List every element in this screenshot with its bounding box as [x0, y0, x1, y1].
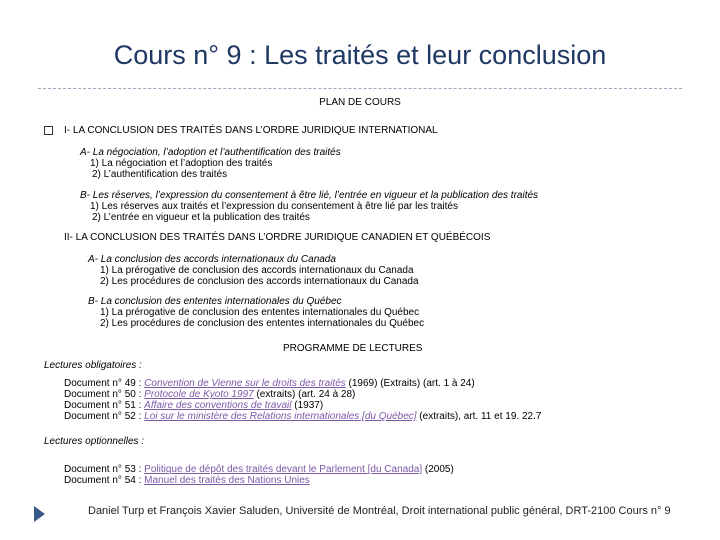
document-number: Document n° 49 :	[64, 378, 142, 389]
section-2b-item-1: 1) La prérogative de conclusion des ententes internationales du Québec	[100, 307, 420, 318]
programme-heading: PROGRAMME DE LECTURES	[283, 343, 423, 354]
navigation-arrow-icon[interactable]	[34, 506, 45, 522]
document-number: Document n° 53 :	[64, 464, 142, 475]
section-2a-title: A- La conclusion des accords internationaux du Canada	[88, 254, 336, 265]
section-2a-item-2: 2) Les procédures de conclusion des accords internationaux du Canada	[100, 276, 419, 287]
mandatory-reading-49	[64, 378, 475, 389]
document-link[interactable]: Politique de dépôt des traités devant le Parlement [du Canada]	[144, 464, 423, 475]
mandatory-reading-51	[64, 400, 323, 411]
mandatory-readings-label: Lectures obligatoires :	[44, 360, 142, 371]
document-link[interactable]: Protocole de Kyoto 1997	[144, 389, 254, 400]
square-bullet-icon	[44, 126, 53, 135]
plan-heading: PLAN DE COURS	[319, 97, 401, 108]
section-2b-title: B- La conclusion des ententes internationales du Québec	[88, 296, 342, 307]
document-link[interactable]: Manuel des traités des Nations Unies	[144, 475, 310, 486]
optional-readings-label: Lectures optionnelles :	[44, 436, 145, 447]
document-details: (1969) (Extraits) (art. 1 à 24)	[345, 378, 475, 389]
document-number: Document n° 54 :	[64, 475, 142, 486]
document-link[interactable]: Affaire des conventions de travail	[144, 400, 292, 411]
document-number: Document n° 51 :	[64, 400, 142, 411]
footer-text: Daniel Turp et François Xavier Saluden, Université de Montréal, Droit international public général, DRT-2100 Cours n° 9	[88, 505, 671, 517]
mandatory-reading-50	[64, 389, 355, 400]
optional-reading-54	[64, 475, 310, 486]
section-1b-item-2: 2) L’entrée en vigueur et la publication des traités	[92, 212, 310, 223]
section-2-heading: II- LA CONCLUSION DES TRAITÉS DANS L’ORDRE JURIDIQUE CANADIEN ET QUÉBÉCOIS	[64, 232, 491, 243]
section-1a-item-1: 1) La négociation et l’adoption des traités	[90, 158, 273, 169]
document-details: (2005)	[422, 464, 454, 475]
title-divider	[38, 88, 682, 89]
document-details: (extraits) (art. 24 à 28)	[253, 389, 356, 400]
page-title: Cours n° 9 : Les traités et leur conclusion	[113, 40, 607, 70]
document-details: (1937)	[291, 400, 324, 411]
section-2b-item-2: 2) Les procédures de conclusion des ententes internationales du Québec	[100, 318, 425, 329]
section-2a-item-1: 1) La prérogative de conclusion des accords internationaux du Canada	[100, 265, 414, 276]
document-number: Document n° 52 :	[64, 411, 142, 422]
document-details: (extraits), art. 11 et 19. 22.7	[416, 411, 542, 422]
document-number: Document n° 50 :	[64, 389, 142, 400]
mandatory-reading-52	[64, 411, 541, 422]
section-1b-item-1: 1) Les réserves aux traités et l’expression du consentement à être lié par les traités	[90, 201, 458, 212]
optional-reading-53	[64, 464, 454, 475]
section-1a-item-2: 2) L’authentification des traités	[92, 169, 228, 180]
section-1-heading: I- LA CONCLUSION DES TRAITÉS DANS L’ORDRE JURIDIQUE INTERNATIONAL	[64, 125, 438, 136]
section-1a-title: A- La négociation, l’adoption et l’authentification des traités	[80, 147, 341, 158]
section-1b-title: B- Les réserves, l’expression du consentement à être lié, l’entrée en vigueur et la publication des traités	[80, 190, 539, 201]
document-link[interactable]: Convention de Vienne sur le droits des traités	[144, 378, 346, 389]
document-link[interactable]: Loi sur le ministère des Relations internationales [du Québec]	[144, 411, 417, 422]
